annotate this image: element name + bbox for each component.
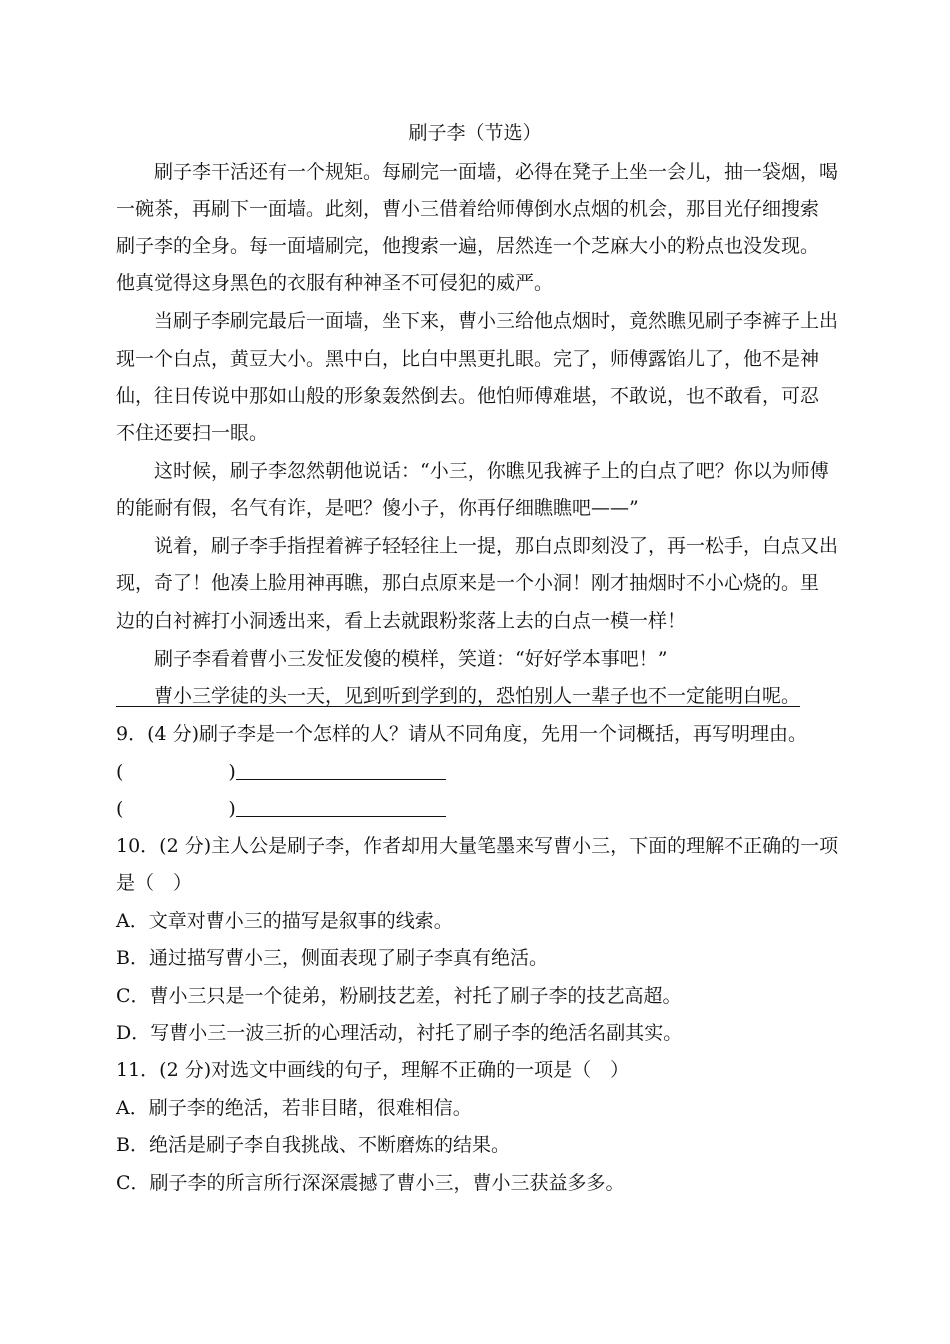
passage-line: 边的白衬裤打小洞透出来，看上去就跟粉浆落上去的白点一模一样！ xyxy=(116,610,687,632)
passage-line: 现，奇了！他凑上脸用神再瞧，那白点原来是一个小洞！刚才抽烟时不小心烧的。里 xyxy=(116,572,820,594)
question-10-option-c: C．曹小三只是一个徒弟，粉刷技艺差，衬托了刷子李的技艺高超。 xyxy=(116,985,682,1007)
underlined-sentence: 曹小三学徒的头一天，见到听到学到的，恐怕别人一辈子也不一定能明白呢。 xyxy=(116,685,801,707)
question-10-stem: 10．(2 分)主人公是刷子李，作者却用大量笔墨来写曹小三，下面的理解不正确的一项 xyxy=(116,835,839,857)
paren-open: ( xyxy=(116,798,124,820)
paren-close: ) xyxy=(228,761,236,783)
passage-line: 刷子李的全身。每一面墙刷完，他搜索一遍，居然连一个芝麻大小的粉点也没发现。 xyxy=(116,235,820,257)
paren-open: ( xyxy=(116,761,124,783)
passage-line: 的能耐有假，名气有诈，是吧？傻小子，你再仔细瞧瞧吧——” xyxy=(116,497,639,519)
passage-line: 他真觉得这身黑色的衣服有种神圣不可侵犯的威严。 xyxy=(116,272,554,294)
question-9-stem: 9．(4 分)刷子李是一个怎样的人？请从不同角度，先用一个词概括，再写明理由。 xyxy=(116,723,808,745)
paren-close: ) xyxy=(228,798,236,820)
passage-line: 说着，刷子李手指捏着裤子轻轻往上一提，那白点即刻没了，再一松手，白点又出 xyxy=(116,535,839,557)
passage-title: 刷子李（节选） xyxy=(408,122,542,144)
passage-line: 刷子李干活还有一个规矩。每刷完一面墙，必得在凳子上坐一会儿，抽一袋烟，喝 xyxy=(116,161,839,183)
passage-line: 不住还要扫一眼。 xyxy=(116,422,269,444)
question-9-answer-line-2[interactable] xyxy=(116,797,846,821)
answer-blank[interactable] xyxy=(236,798,446,817)
question-10-option-a: A．文章对曹小三的描写是叙事的线索。 xyxy=(116,910,453,932)
passage-line: 刷子李看着曹小三发怔发傻的模样，笑道：“好好学本事吧！” xyxy=(116,648,668,670)
passage-line: 这时候，刷子李忽然朝他说话：“小三，你瞧见我裤子上的白点了吧？你以为师傅 xyxy=(116,460,829,482)
question-9-answer-line-1[interactable] xyxy=(116,760,846,784)
passage-line: 一碗茶，再刷下一面墙。此刻，曹小三借着给师傅倒水点烟的机会，那目光仔细搜索 xyxy=(116,198,820,220)
question-11-option-c: C．刷子李的所言所行深深震撼了曹小三，曹小三获益多多。 xyxy=(116,1172,625,1194)
question-11-option-b: B．绝活是刷子李自我挑战、不断磨炼的结果。 xyxy=(116,1134,510,1156)
passage-line: 现一个白点，黄豆大小。黑中白，比白中黑更扎眼。完了，师傅露馅儿了，他不是神 xyxy=(116,348,820,370)
question-10-option-b: B．通过描写曹小三，侧面表现了刷子李真有绝活。 xyxy=(116,947,548,969)
answer-blank[interactable] xyxy=(236,761,446,780)
passage-line: 仙，往日传说中那如山般的形象轰然倒去。他怕师傅难堪，不敢说，也不敢看，可忍 xyxy=(116,385,820,407)
passage-line: 当刷子李刷完最后一面墙，坐下来，曹小三给他点烟时，竟然瞧见刷子李裤子上出 xyxy=(116,310,839,332)
question-10-option-d: D．写曹小三一波三折的心理活动，衬托了刷子李的绝活名副其实。 xyxy=(116,1022,683,1044)
question-11-option-a: A．刷子李的绝活，若非目睹，很难相信。 xyxy=(116,1097,472,1119)
question-10-stem-cont: 是（ ） xyxy=(116,872,193,894)
question-11-stem: 11．(2 分)对选文中画线的句子，理解不正确的一项是（ ） xyxy=(116,1059,630,1081)
